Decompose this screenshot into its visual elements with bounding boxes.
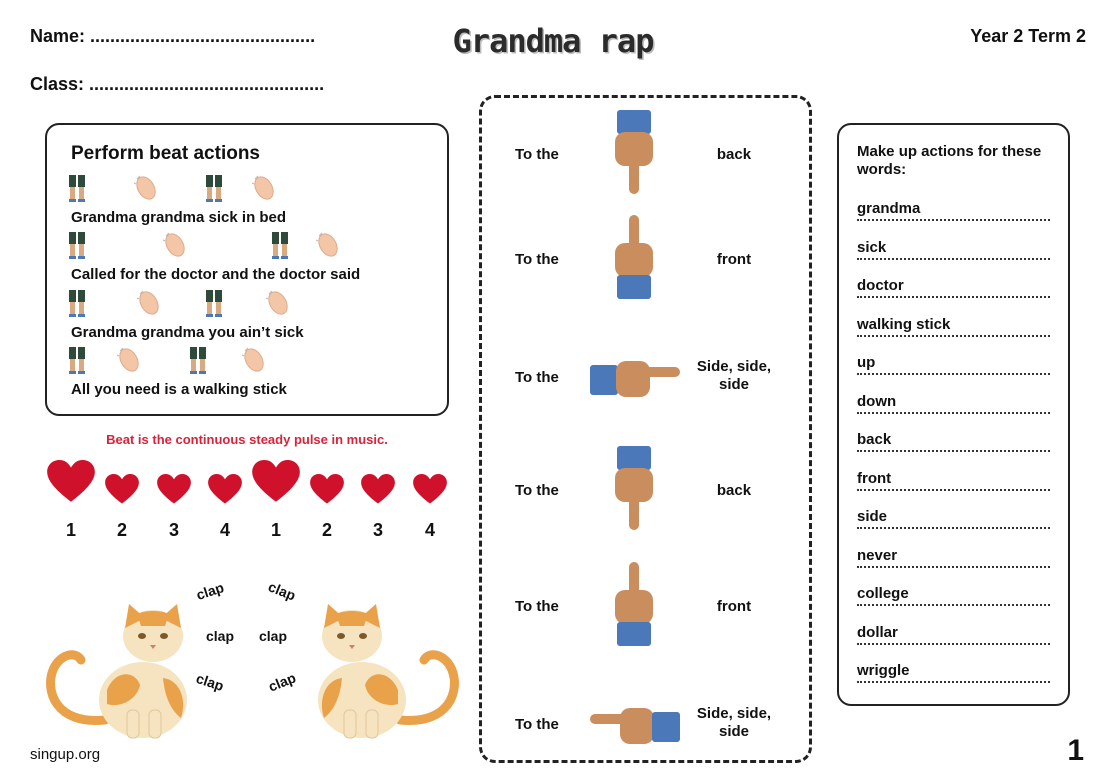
knee-pat-icon (189, 345, 207, 375)
lyric-line: Grandma grandma sick in bed (71, 209, 287, 226)
lyric-line: Called for the doctor and the doctor said (71, 266, 361, 283)
class-field-label: Class: ............................................... (30, 74, 325, 94)
word-item: never (857, 547, 1050, 568)
heart-icon (157, 474, 191, 505)
beat-count: 3 (168, 520, 179, 540)
action-row (479, 556, 812, 656)
cat-right-image (300, 600, 460, 742)
word-item: grandma (857, 200, 1050, 221)
knee-pat-icon (271, 230, 289, 260)
term-label: Year 2 Term 2 (970, 26, 1086, 46)
knee-pat-icon (68, 288, 86, 318)
word-item: back (857, 431, 1050, 452)
action-prefix: To the (515, 716, 559, 733)
action-direction: Side, side, side (696, 705, 772, 740)
heart-icon (413, 474, 447, 505)
action-direction: back (716, 482, 752, 499)
word-item: sick (857, 239, 1050, 260)
name-field-label: Name: ............................................. (30, 26, 316, 46)
hand-pointing-left-icon (590, 704, 680, 748)
word-item: down (857, 393, 1050, 414)
word-item: doctor (857, 277, 1050, 298)
clap-word: clap (266, 669, 298, 695)
lyric-line: Grandma grandma you ain’t sick (71, 324, 304, 341)
make-up-intro: Make up actions for these words: (857, 143, 1042, 178)
page-title: Grandma rap (452, 22, 654, 60)
heart-icon (105, 474, 139, 505)
word-item: dollar (857, 624, 1050, 645)
word-item: walking stick (857, 316, 1050, 337)
beat-count: 4 (424, 520, 435, 540)
beat-definition: Beat is the continuous steady pulse in music. (106, 432, 388, 447)
clapping-hands-icon (117, 345, 141, 375)
action-prefix: To the (515, 369, 559, 386)
action-row (479, 672, 812, 772)
clapping-hands-icon (137, 288, 161, 318)
clapping-hands-icon (163, 230, 187, 260)
hand-pointing-up-icon (609, 562, 659, 648)
beat-actions-heading: Perform beat actions (71, 143, 260, 164)
page-number: 1 (1067, 734, 1084, 767)
action-direction: Side, side, side (696, 358, 772, 393)
hand-pointing-down-icon (609, 446, 659, 532)
clapping-hands-icon (134, 173, 158, 203)
action-prefix: To the (515, 482, 559, 499)
heart-icon (252, 460, 300, 503)
heart-icon (47, 460, 95, 503)
action-direction: front (716, 598, 752, 615)
clapping-hands-icon (266, 288, 290, 318)
knee-pat-icon (68, 173, 86, 203)
clap-word: clap (194, 670, 226, 694)
word-item: front (857, 470, 1050, 491)
hand-pointing-down-icon (609, 110, 659, 196)
action-row (479, 209, 812, 309)
action-prefix: To the (515, 598, 559, 615)
action-row (479, 104, 812, 204)
beat-count: 2 (321, 520, 332, 540)
beat-count: 1 (65, 520, 76, 540)
knee-pat-icon (205, 288, 223, 318)
cat-left-image (45, 600, 205, 742)
heart-icon (208, 474, 242, 505)
word-item: up (857, 354, 1050, 375)
hand-pointing-right-icon (590, 357, 680, 401)
knee-pat-icon (68, 230, 86, 260)
word-item: wriggle (857, 662, 1050, 683)
clapping-hands-icon (242, 345, 266, 375)
beat-count: 1 (270, 520, 281, 540)
lyric-line: All you need is a walking stick (71, 381, 287, 398)
beat-count: 2 (116, 520, 127, 540)
heart-icon (310, 474, 344, 505)
clap-word: clap (266, 578, 298, 604)
site-footer: singup.org (30, 746, 101, 763)
action-direction: front (716, 251, 752, 268)
hand-pointing-up-icon (609, 215, 659, 301)
action-direction: back (716, 146, 752, 163)
clap-word: clap (259, 628, 288, 644)
beat-count: 3 (372, 520, 383, 540)
make-up-actions-box (837, 123, 1070, 706)
beat-count: 4 (219, 520, 230, 540)
knee-pat-icon (68, 345, 86, 375)
word-item: side (857, 508, 1050, 529)
action-prefix: To the (515, 146, 559, 163)
clapping-hands-icon (316, 230, 340, 260)
action-prefix: To the (515, 251, 559, 268)
clap-word: clap (206, 628, 235, 644)
clap-word: clap (194, 579, 226, 603)
clapping-hands-icon (252, 173, 276, 203)
heart-icon (361, 474, 395, 505)
action-row (479, 440, 812, 540)
action-row (479, 325, 812, 425)
knee-pat-icon (205, 173, 223, 203)
word-item: college (857, 585, 1050, 606)
